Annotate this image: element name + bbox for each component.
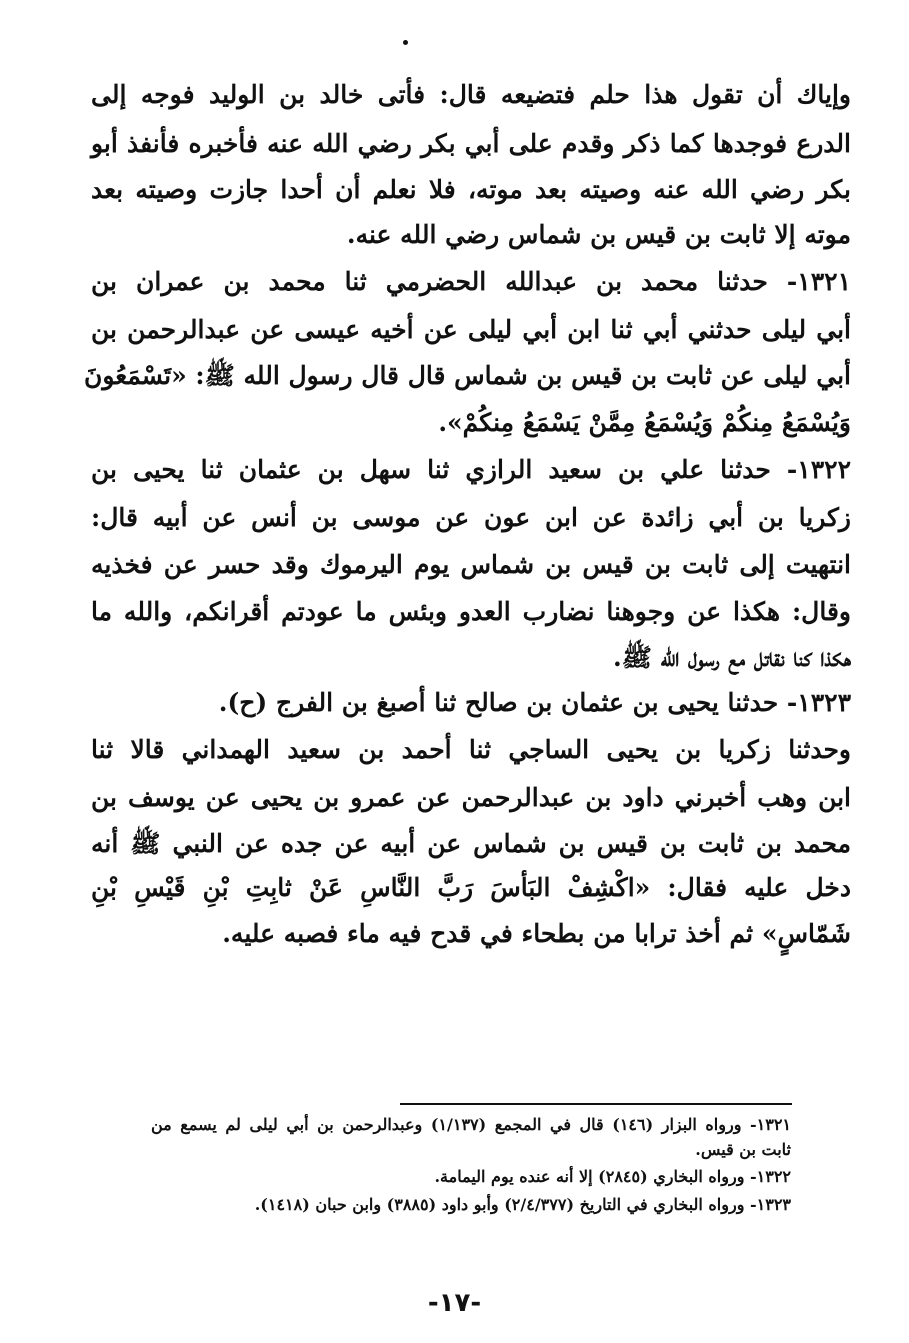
footnote-1323: ١٣٢٣- ورواه البخاري في التاريخ (٢/٤/٣٧٧) وأبو داود (٣٨٨٥) وابن حبان (١٤١٨).: [254, 1195, 791, 1214]
footnote-divider: [400, 1103, 792, 1105]
hadith-1323-line: ١٣٢٣- حدثنا يحيى بن عثمان بن صالح ثنا أصبغ بن الفرج (ح).: [218, 688, 851, 717]
text-line: الدرع فوجدها كما ذكر وقدم على أبي بكر رضي الله عنه فأخبره فأنفذ أبو: [91, 129, 851, 158]
top-mark: [403, 40, 408, 45]
text-line: محمد بن ثابت بن قيس بن شماس عن أبيه عن جده عن النبي ﷺ أنه: [91, 829, 851, 858]
text-line: دخل عليه فقال: «اكْشِفْ البَأسَ رَبَّ النَّاسِ عَنْ ثابِتِ بْنِ قَيْسِ بْنِ: [91, 873, 851, 902]
page-number: -١٧-: [427, 1288, 482, 1318]
text-line: أبي ليلى حدثني أبي ثنا ابن أبي ليلى عن أخيه عيسى عن عبدالرحمن بن: [91, 315, 851, 344]
text-line: وإياك أن تقول هذا حلم فتضيعه قال: فأتى خالد بن الوليد فوجه إلى: [91, 80, 851, 109]
text-line: شَمّاسٍ» ثم أخذ ترابا من بطحاء في قدح فيه ماء فصبه عليه.: [222, 919, 851, 948]
text-line: وَيُسْمَعُ مِنكُمْ وَيُسْمَعُ مِمَّنْ يَسْمَعُ مِنكُمْ».: [438, 408, 851, 437]
text-line: أبي ليلى عن ثابت بن قيس بن شماس قال قال رسول الله ﷺ: «تَسْمَعُونَ: [84, 361, 851, 390]
hadith-1321-line: ١٣٢١- حدثنا محمد بن عبدالله الحضرمي ثنا محمد بن عمران بن: [91, 267, 851, 296]
text-line: وحدثنا زكريا بن يحيى الساجي ثنا أحمد بن سعيد الهمداني قالا ثنا: [91, 735, 851, 764]
text-line: زكريا بن أبي زائدة عن ابن عون عن موسى بن أنس عن أبيه قال:: [91, 503, 851, 532]
text-line: بكر رضي الله عنه وصيته بعد موته، فلا نعلم أن أحدا جازت وصيته بعد: [91, 175, 851, 204]
hadith-1322-line: ١٣٢٢- حدثنا علي بن سعيد الرازي ثنا سهل بن عثمان ثنا يحيى بن: [91, 455, 851, 484]
text-line: انتهيت إلى ثابت بن قيس بن شماس يوم اليرموك وقد حسر عن فخذيه: [91, 550, 851, 579]
text-line: هكذا كنا نقاتل مع رسول الله ﷺ.: [613, 643, 851, 672]
footnote-1321: ١٣٢١- ورواه البزار (١٤٦) قال في المجمع (١/١٣٧) وعبدالرحمن بن أبي ليلى لم يسمع من: [151, 1115, 792, 1134]
text-line: وقال: هكذا عن وجوهنا نضارب العدو وبئس ما عودتم أقرانكم، والله ما: [91, 597, 851, 626]
text-line: موته إلا ثابت بن قيس بن شماس رضي الله عنه.: [346, 220, 851, 249]
footnote-1322: ١٣٢٢- ورواه البخاري (٢٨٤٥) إلا أنه عنده يوم اليمامة.: [434, 1167, 791, 1186]
footnote-1321-cont: ثابت بن قيس.: [695, 1140, 791, 1159]
text-line: ابن وهب أخبرني داود بن عبدالرحمن عن عمرو بن يحيى عن يوسف بن: [91, 783, 851, 812]
